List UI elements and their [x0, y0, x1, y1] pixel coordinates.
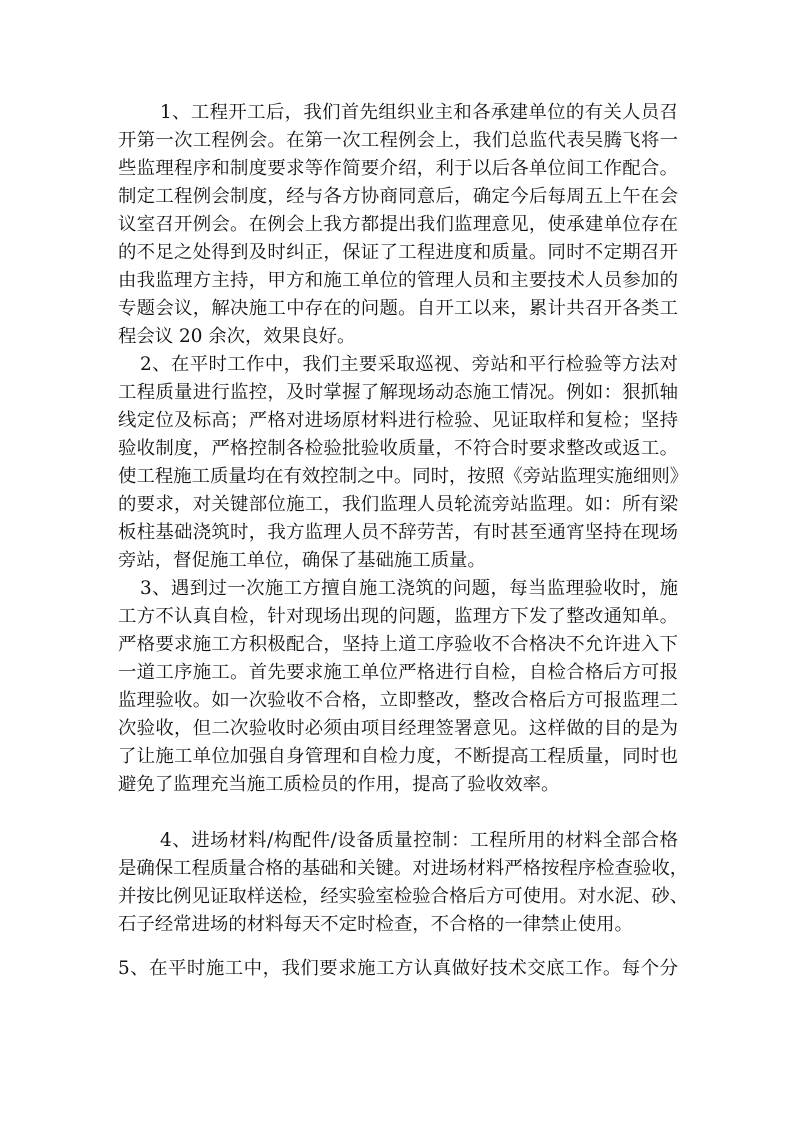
paragraph-4-line-2: 是确保工程质量合格的基础和关键。对进场材料严格按程序检查验收， — [118, 858, 689, 879]
paragraph-3-line-6: 次验收，但二次验收时必须由项目经理签署意见。这样做的目的是为 — [118, 718, 678, 739]
paragraph-2-line-3: 线定位及标高；严格对进场原材料进行检验、见证取样和复检；坚持 — [118, 410, 678, 431]
paragraph-1-line-4: 制定工程例会制度，经与各方协商同意后，确定今后每周五上午在会 — [118, 186, 678, 207]
paragraph-2-line-5: 使工程施工质量均在有效控制之中。同时，按照《旁站监理实施细则》 — [118, 466, 689, 487]
paragraph-3-line-1: 3、遇到过一次施工方擅自施工浇筑的问题，每当监理验收时，施 — [140, 578, 678, 599]
paragraph-1-line-9: 程会议 20 余次，效果良好。 — [118, 326, 356, 347]
paragraph-1-line-6: 的不足之处得到及时纠正，保证了工程进度和质量。同时不定期召开 — [118, 242, 678, 263]
paragraph-3-line-2: 工方不认真自检，针对现场出现的问题，监理方下发了整改通知单。 — [118, 606, 678, 627]
paragraph-1-line-5: 议室召开例会。在例会上我方都提出我们监理意见，使承建单位存在 — [118, 214, 678, 235]
paragraph-3-line-3: 严格要求施工方积极配合，坚持上道工序验收不合格决不允许进入下 — [118, 634, 678, 655]
paragraph-3-line-8: 避免了监理充当施工质检员的作用，提高了验收效率。 — [118, 774, 560, 795]
paragraph-1-line-8: 专题会议，解决施工中存在的问题。自开工以来，累计共召开各类工 — [118, 298, 678, 319]
paragraph-1-line-2: 开第一次工程例会。在第一次工程例会上，我们总监代表吴腾飞将一 — [118, 130, 678, 151]
paragraph-1-line-7: 由我监理方主持，甲方和施工单位的管理人员和主要技术人员参加的 — [118, 270, 678, 291]
paragraph-2-line-1: 2、在平时工作中，我们主要采取巡视、旁站和平行检验等方法对 — [140, 354, 678, 375]
paragraph-2-line-4: 验收制度，严格控制各检验批验收质量，不符合时要求整改或返工。 — [118, 438, 678, 459]
paragraph-2-line-7: 板柱基础浇筑时，我方监理人员不辞劳苦，有时甚至通宵坚持在现场 — [118, 522, 678, 543]
paragraph-4-line-4: 石子经常进场的材料每天不定时检查，不合格的一律禁止使用。 — [118, 914, 633, 935]
paragraph-5-line-1: 5、在平时施工中，我们要求施工方认真做好技术交底工作。每个分 — [118, 958, 678, 979]
paragraph-2-line-2: 工程质量进行监控，及时掌握了解现场动态施工情况。例如：狠抓轴 — [118, 382, 678, 403]
paragraph-3-line-7: 了让施工单位加强自身管理和自检力度，不断提高工程质量，同时也 — [118, 746, 678, 767]
paragraph-3-line-5: 监理验收。如一次验收不合格，立即整改，整改合格后方可报监理二 — [118, 690, 678, 711]
paragraph-4-line-3: 并按比例见证取样送检，经实验室检验合格后方可使用。对水泥、砂、 — [118, 886, 689, 907]
paragraph-1-line-1: 1、工程开工后，我们首先组织业主和各承建单位的有关人员召 — [160, 102, 678, 123]
paragraph-2-line-6: 的要求，对关键部位施工，我们监理人员轮流旁站监理。如：所有梁 — [118, 494, 678, 515]
paragraph-1-line-3: 些监理程序和制度要求等作简要介绍，利于以后各单位间工作配合。 — [118, 158, 678, 179]
paragraph-2-line-8: 旁站，督促施工单位，确保了基础施工质量。 — [118, 550, 486, 571]
paragraph-3-line-4: 一道工序施工。首先要求施工单位严格进行自检，自检合格后方可报 — [118, 662, 678, 683]
paragraph-4-line-1: 4、进场材料/构配件/设备质量控制：工程所用的材料全部合格 — [160, 830, 678, 851]
